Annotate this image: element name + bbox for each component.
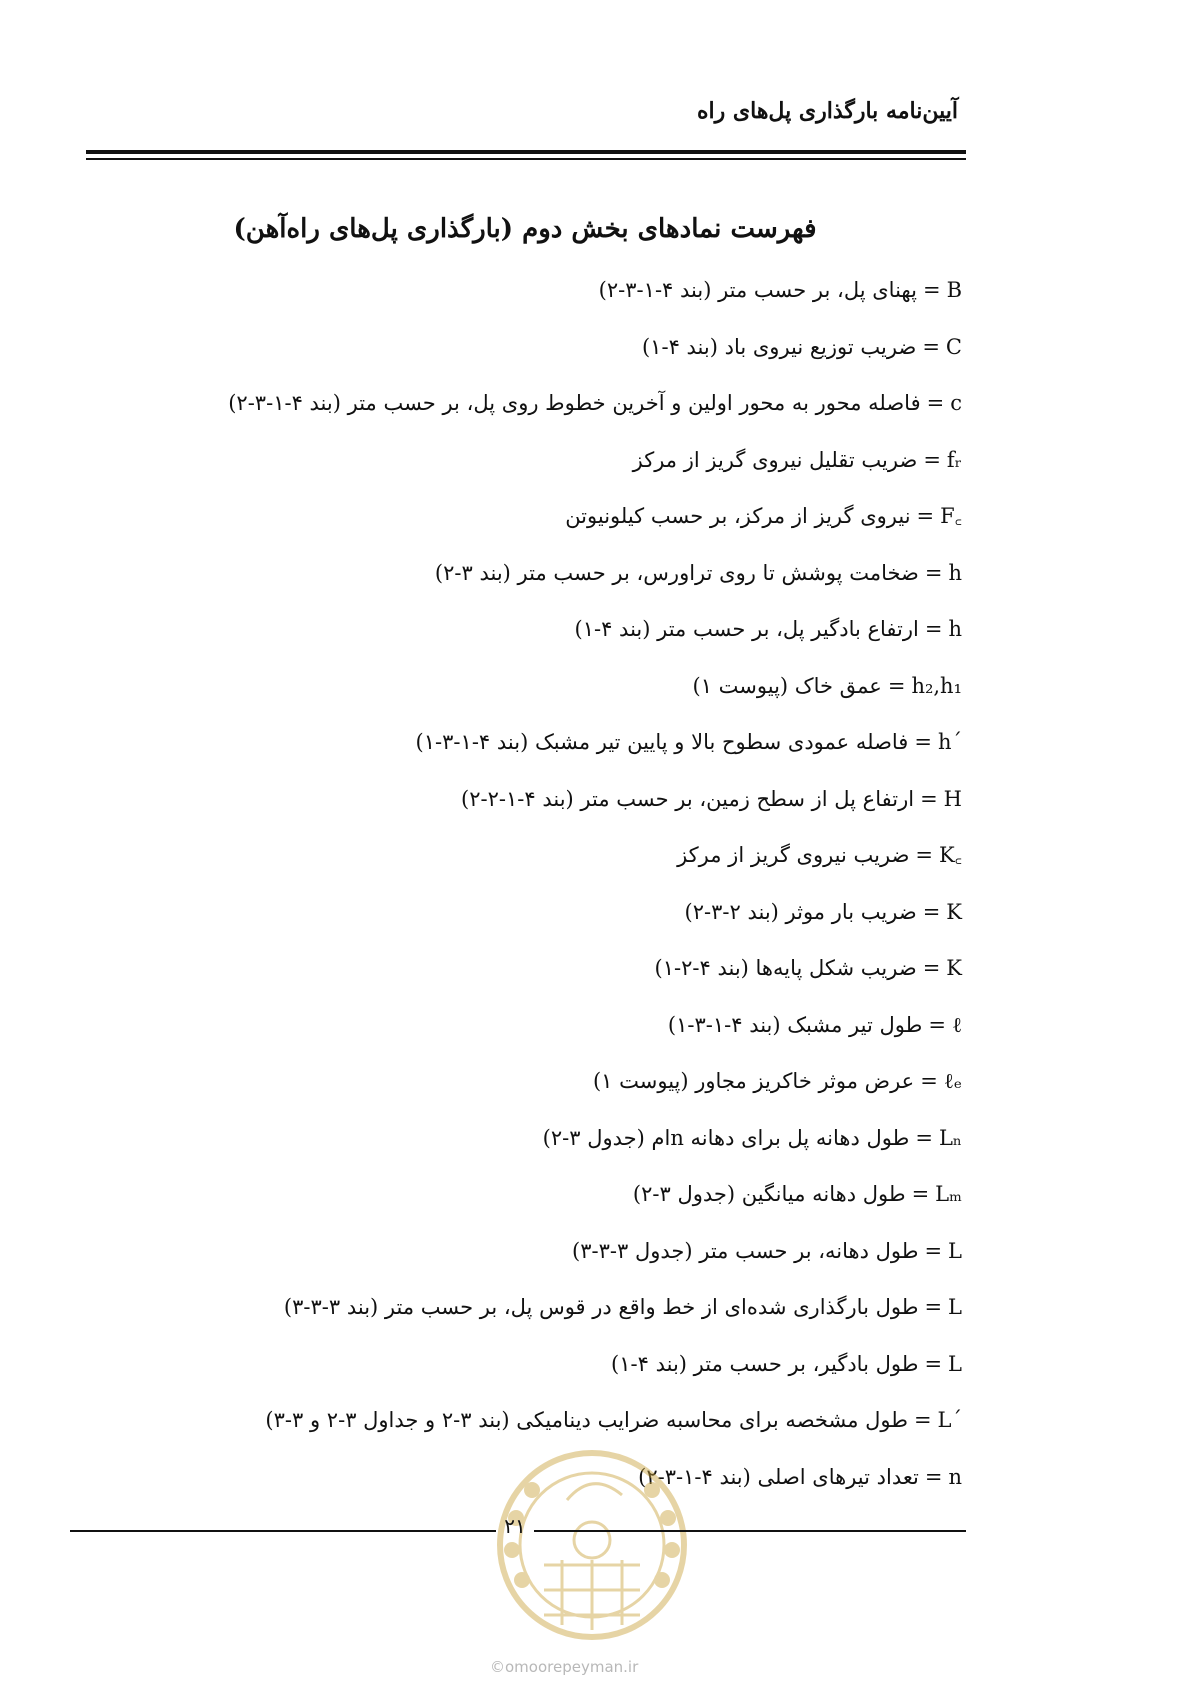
symbol-description: تعداد تیرهای اصلی (بند ۴-۱-۳-۲) bbox=[638, 1464, 919, 1489]
symbol-row bbox=[228, 1293, 962, 1350]
symbol-name: L bbox=[948, 1238, 962, 1263]
symbol-list bbox=[228, 276, 962, 1519]
equals-sign: = bbox=[911, 1182, 930, 1206]
symbol-description: ضریب توزیع نیروی باد (بند ۴-۱) bbox=[641, 334, 917, 359]
watermark-text: omoorepeyman.ir bbox=[505, 1658, 639, 1676]
symbol-name: ℓ bbox=[951, 1012, 962, 1037]
symbol-description: طول دهانه، بر حسب متر (جدول ۳-۳-۳) bbox=[572, 1238, 919, 1263]
equals-sign: = bbox=[920, 1069, 938, 1093]
symbol-description: عرض موثر خاکریز مجاور (پیوست ۱) bbox=[592, 1069, 915, 1093]
symbol-description: پهنای پل، بر حسب متر (بند ۴-۱-۳-۲) bbox=[598, 278, 917, 302]
symbol-description: ارتفاع پل از سطح زمین، بر حسب متر (بند ۴-۱-۲-۲) bbox=[461, 786, 915, 811]
symbol-name: Lₙ bbox=[938, 1125, 962, 1150]
symbol-row bbox=[228, 898, 962, 955]
symbol-row bbox=[228, 615, 962, 672]
symbol-name: c bbox=[950, 391, 962, 415]
symbol-name: h´ bbox=[937, 730, 962, 754]
equals-sign: = bbox=[915, 1125, 933, 1150]
symbol-description: عمق خاک (پیوست ۱) bbox=[692, 673, 882, 698]
footer-rule-right bbox=[534, 1530, 966, 1532]
equals-sign: = bbox=[924, 560, 943, 585]
symbol-name: K꜀ bbox=[939, 843, 962, 867]
symbol-name: L bbox=[948, 1295, 962, 1319]
symbol-name: h bbox=[948, 617, 962, 641]
symbol-name: h₂,h₁ bbox=[911, 673, 962, 698]
symbol-row bbox=[228, 1350, 962, 1407]
symbol-name: K bbox=[946, 956, 962, 980]
watermark bbox=[490, 1658, 638, 1676]
equals-sign: = bbox=[928, 1012, 946, 1037]
symbol-row bbox=[228, 389, 962, 446]
symbol-name: L´ bbox=[937, 1408, 962, 1432]
symbol-row bbox=[228, 785, 962, 842]
symbol-description: طول بارگذاری شده‌ای از خط واقع در قوس پل، بر حسب متر (بند ۳-۳-۳) bbox=[283, 1295, 919, 1319]
symbol-description: ضریب نیروی گریز از مرکز bbox=[677, 843, 910, 867]
symbol-name: h bbox=[948, 560, 962, 585]
equals-sign: = bbox=[887, 673, 906, 698]
symbol-name: B bbox=[946, 278, 962, 302]
symbol-row bbox=[228, 1180, 962, 1237]
symbol-row bbox=[228, 276, 962, 333]
symbol-row bbox=[228, 841, 962, 898]
equals-sign: = bbox=[923, 447, 941, 472]
symbol-description: ضریب شکل پایه‌ها (بند ۴-۲-۱) bbox=[654, 956, 917, 980]
symbol-description: طول بادگیر، بر حسب متر (بند ۴-۱) bbox=[611, 1351, 919, 1376]
symbol-name: n bbox=[948, 1464, 962, 1489]
symbol-name: L bbox=[948, 1351, 962, 1376]
symbol-description: طول دهانه پل برای دهانه nام (جدول ۳-۲) bbox=[542, 1125, 910, 1150]
header-rule-thick bbox=[86, 150, 966, 154]
equals-sign: = bbox=[924, 1351, 943, 1376]
symbol-row bbox=[228, 728, 962, 785]
symbol-description: ارتفاع بادگیر پل، بر حسب متر (بند ۴-۱) bbox=[574, 617, 919, 641]
equals-sign: = bbox=[922, 278, 941, 302]
symbol-name: fᵣ bbox=[946, 447, 962, 472]
symbol-row bbox=[228, 1124, 962, 1181]
symbol-row bbox=[228, 446, 962, 503]
equals-sign: = bbox=[924, 1295, 943, 1319]
symbol-row bbox=[228, 502, 962, 559]
equals-sign: = bbox=[924, 1238, 943, 1263]
equals-sign: = bbox=[915, 843, 934, 867]
equals-sign: = bbox=[926, 391, 945, 415]
symbol-row bbox=[228, 333, 962, 390]
stamp-seal-icon bbox=[482, 1440, 702, 1650]
symbol-description: فاصله محور به محور اولین و آخرین خطوط روی پل، بر حسب متر (بند ۴-۱-۳-۲) bbox=[228, 391, 921, 415]
symbol-description: طول دهانه میانگین (جدول ۳-۲) bbox=[632, 1182, 906, 1206]
symbol-name: ℓₑ bbox=[943, 1069, 962, 1093]
footer-rule-left bbox=[70, 1530, 496, 1532]
header-rule-thin bbox=[86, 158, 966, 160]
symbol-description: طول مشخصه برای محاسبه ضرایب دینامیکی (بند ۳-۲ و جداول ۳-۲ و ۳-۳) bbox=[265, 1408, 908, 1432]
section-title: فهرست نمادهای بخش دوم (بارگذاری پل‌های راه‌آهن) bbox=[233, 214, 817, 244]
symbol-description: نیروی گریز از مرکز، بر حسب کیلونیوتن bbox=[565, 504, 911, 528]
symbol-name: F꜀ bbox=[940, 504, 962, 528]
equals-sign: = bbox=[914, 730, 932, 754]
equals-sign: = bbox=[924, 617, 943, 641]
equals-sign: = bbox=[924, 1464, 943, 1489]
symbol-name: Lₘ bbox=[935, 1182, 962, 1206]
equals-sign: = bbox=[922, 334, 940, 359]
symbol-name: K bbox=[946, 899, 962, 924]
equals-sign: = bbox=[920, 786, 938, 811]
symbol-row bbox=[228, 954, 962, 1011]
symbol-name: H bbox=[943, 786, 962, 811]
symbol-name: C bbox=[945, 334, 962, 359]
symbol-description: ضریب تقلیل نیروی گریز از مرکز bbox=[632, 447, 918, 472]
symbol-row bbox=[228, 1011, 962, 1068]
symbol-row bbox=[228, 1067, 962, 1124]
equals-sign: = bbox=[913, 1408, 932, 1432]
symbol-row bbox=[228, 1237, 962, 1294]
running-head: آیین‌نامه بارگذاری پل‌های راه bbox=[696, 98, 958, 124]
symbol-row bbox=[228, 559, 962, 616]
symbol-description: ضخامت پوشش تا روی تراورس، بر حسب متر (بند ۳-۲) bbox=[434, 560, 919, 585]
equals-sign: = bbox=[922, 956, 941, 980]
symbol-description: ضریب بار موثر (بند ۲-۳-۲) bbox=[684, 899, 917, 924]
equals-sign: = bbox=[922, 899, 941, 924]
symbol-row bbox=[228, 672, 962, 729]
page-number: ۲۱ bbox=[504, 1514, 526, 1538]
equals-sign: = bbox=[916, 504, 935, 528]
copyright-icon: © bbox=[490, 1658, 505, 1676]
symbol-description: طول تیر مشبک (بند ۴-۱-۳-۱) bbox=[667, 1012, 923, 1037]
symbol-description: فاصله عمودی سطوح بالا و پایین تیر مشبک (بند ۴-۱-۳-۱) bbox=[415, 730, 909, 754]
